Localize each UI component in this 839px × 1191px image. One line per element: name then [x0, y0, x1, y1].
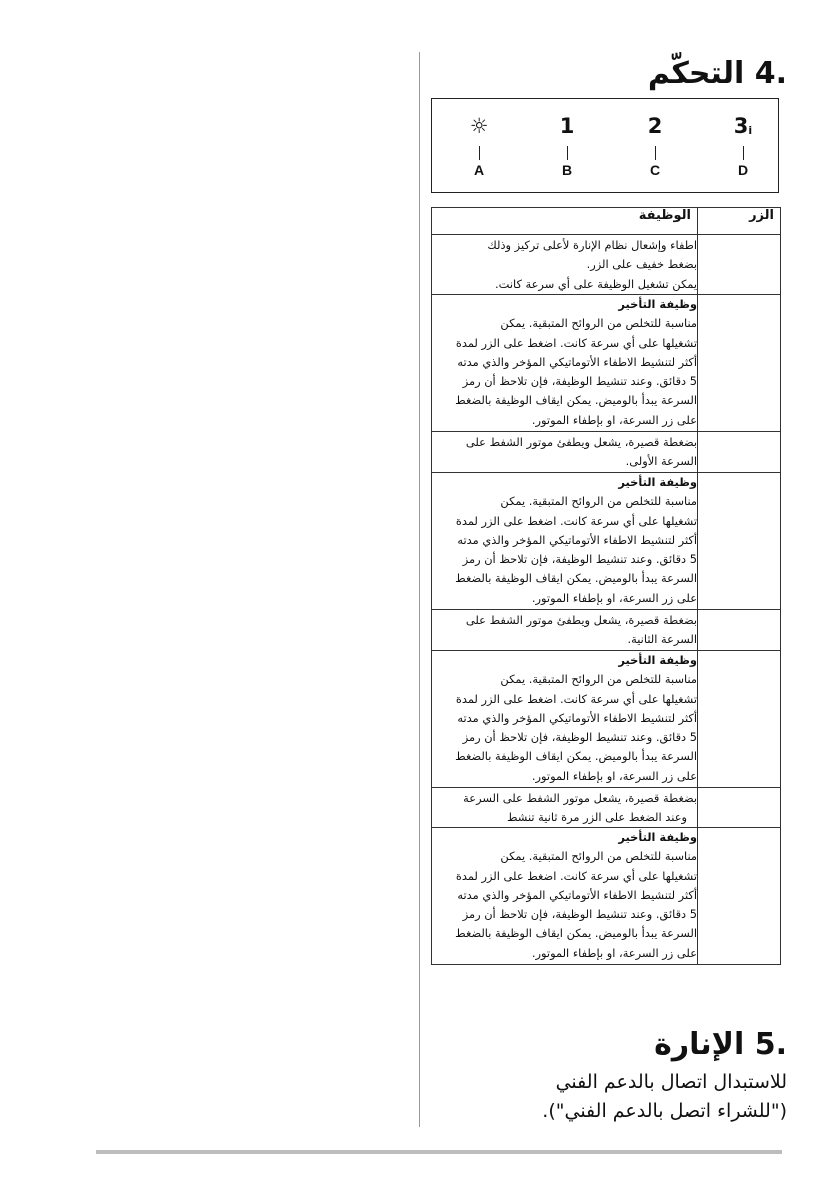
text-line: تشغيلها على أي سرعة كانت. اضغط على الزر لمدة	[455, 513, 697, 528]
function-cell	[432, 235, 698, 295]
function-cell	[432, 610, 698, 651]
text-line: على زر السرعة، او بإطفاء الموتور.	[531, 768, 697, 783]
button-c	[635, 113, 675, 178]
section-number: .5	[754, 1027, 787, 1062]
text-line: أكثر لتنشيط الاطفاء الأتوماتيكي المؤخر والذي مدته	[457, 887, 697, 902]
text-line: على زر السرعة، او بإطفاء الموتور.	[531, 590, 697, 605]
text-line: على زر السرعة، او بإطفاء الموتور.	[531, 412, 697, 427]
text-line: تشغيلها على أي سرعة كانت. اضغط على الزر لمدة	[455, 335, 697, 350]
button-cell	[698, 828, 781, 965]
function-cell	[432, 432, 698, 473]
table-header-row	[432, 208, 781, 235]
section-title: الإنارة	[654, 1027, 745, 1062]
callout-line	[655, 146, 656, 160]
controls-table	[431, 207, 781, 965]
delay-title: وظيفة التأخير	[618, 653, 697, 667]
text-line: 5 دقائق. وعند تنشيط الوظيفة، فإن تلاحظ أن رمز	[462, 374, 697, 389]
section-5-heading	[654, 1027, 787, 1063]
callout-line	[479, 146, 480, 160]
button-letter: B	[561, 162, 573, 178]
column-divider	[419, 52, 420, 1127]
section-number: .4	[754, 56, 787, 91]
text-line: يمكن تشغيل الوظيفة على أي سرعة كانت.	[495, 276, 697, 291]
delay-title: وظيفة التأخير	[618, 475, 697, 489]
button-cell	[698, 788, 781, 828]
button-letter: A	[473, 162, 485, 178]
button-cell	[698, 432, 781, 473]
button-cell	[698, 610, 781, 651]
button-cell	[698, 235, 781, 295]
table-row	[432, 610, 781, 651]
speed-1-symbol: 1	[559, 114, 575, 138]
table-row	[432, 788, 781, 828]
text-line: السرعة يبدأ بالوميض. يمكن ايقاف الوظيفة بالضغط	[455, 393, 697, 408]
button-d	[723, 113, 763, 178]
table-row	[432, 235, 781, 295]
function-cell	[432, 788, 698, 828]
speed-3-symbol	[723, 113, 763, 139]
text-line: السرعة يبدأ بالوميض. يمكن ايقاف الوظيفة بالضغط	[455, 749, 697, 764]
text-line: بضغطة قصيرة، يشعل موتور الشفط على السرعة	[463, 791, 697, 805]
button-b	[547, 113, 587, 178]
text-line: مناسبة للتخلص من الروائح المتبقية. يمكن	[500, 849, 697, 864]
function-cell	[432, 473, 698, 610]
section-title: التحكّم	[647, 56, 745, 91]
button-letter: C	[649, 162, 661, 178]
text-line: على زر السرعة، او بإطفاء الموتور.	[531, 945, 697, 960]
text-line: مناسبة للتخلص من الروائح المتبقية. يمكن	[500, 494, 697, 509]
text-line: أكثر لتنشيط الاطفاء الأتوماتيكي المؤخر والذي مدته	[457, 710, 697, 725]
delay-title: وظيفة التأخير	[618, 830, 697, 844]
button-a	[459, 113, 499, 178]
control-panel-diagram	[431, 98, 779, 193]
function-cell	[432, 295, 698, 432]
button-cell	[698, 295, 781, 432]
text-line: السرعة الثانية.	[627, 632, 697, 647]
text-line: تشغيلها على أي سرعة كانت. اضغط على الزر لمدة	[455, 868, 697, 883]
text-line: السرعة يبدأ بالوميض. يمكن ايقاف الوظيفة بالضغط	[455, 926, 697, 941]
lighting-text-line-2: ("للشراء اتصل بالدعم الفني").	[542, 1100, 787, 1122]
table-row	[432, 295, 781, 432]
text-line: أكثر لتنشيط الاطفاء الأتوماتيكي المؤخر والذي مدته	[457, 532, 697, 547]
text-line: السرعة يبدأ بالوميض. يمكن ايقاف الوظيفة بالضغط	[455, 571, 697, 586]
header-button: الزر	[698, 208, 781, 235]
text-line: وعند الضغط على الزر مرة ثانية تنشط	[506, 810, 687, 825]
intensive-suffix: i	[748, 124, 753, 137]
table-row	[432, 651, 781, 788]
speed-2-symbol: 2	[647, 114, 663, 138]
table-row	[432, 828, 781, 965]
text-line: أكثر لتنشيط الاطفاء الأتوماتيكي المؤخر والذي مدته	[457, 354, 697, 369]
text-line: بضغطة قصيرة، يشعل ويطفئ موتور الشفط على	[465, 613, 697, 627]
table-row	[432, 432, 781, 473]
button-cell	[698, 473, 781, 610]
footer-rule	[96, 1150, 782, 1154]
text-line: مناسبة للتخلص من الروائح المتبقية. يمكن	[500, 672, 697, 687]
text-line: اطفاء وإشعال نظام الإنارة لأعلى تركيز وذلك	[487, 238, 697, 252]
header-function: الوظيفة	[432, 208, 698, 235]
text-line: 5 دقائق. وعند تنشيط الوظيفة، فإن تلاحظ أن رمز	[462, 907, 697, 922]
text-line: 5 دقائق. وعند تنشيط الوظيفة، فإن تلاحظ أن رمز	[462, 552, 697, 567]
text-line: بضغط خفيف على الزر.	[586, 257, 697, 272]
text-line: 5 دقائق. وعند تنشيط الوظيفة، فإن تلاحظ أن رمز	[462, 730, 697, 745]
text-line: بضغطة قصيرة، يشعل ويطفئ موتور الشفط على	[465, 435, 697, 449]
delay-title: وظيفة التأخير	[618, 297, 697, 311]
callout-line	[567, 146, 568, 160]
light-bulb-icon: ☼	[469, 114, 489, 138]
text-line: تشغيلها على أي سرعة كانت. اضغط على الزر لمدة	[455, 691, 697, 706]
lighting-text-line-1: للاستبدال اتصال بالدعم الفني	[555, 1071, 787, 1093]
button-cell	[698, 651, 781, 788]
section-4-heading	[648, 56, 787, 92]
text-line: السرعة الأولى.	[625, 454, 697, 469]
text-line: مناسبة للتخلص من الروائح المتبقية. يمكن	[500, 316, 697, 331]
speed-3-digit: 3	[733, 114, 749, 138]
function-cell	[432, 828, 698, 965]
table-row	[432, 473, 781, 610]
button-letter: D	[737, 162, 749, 178]
function-cell	[432, 651, 698, 788]
callout-line	[743, 146, 744, 160]
